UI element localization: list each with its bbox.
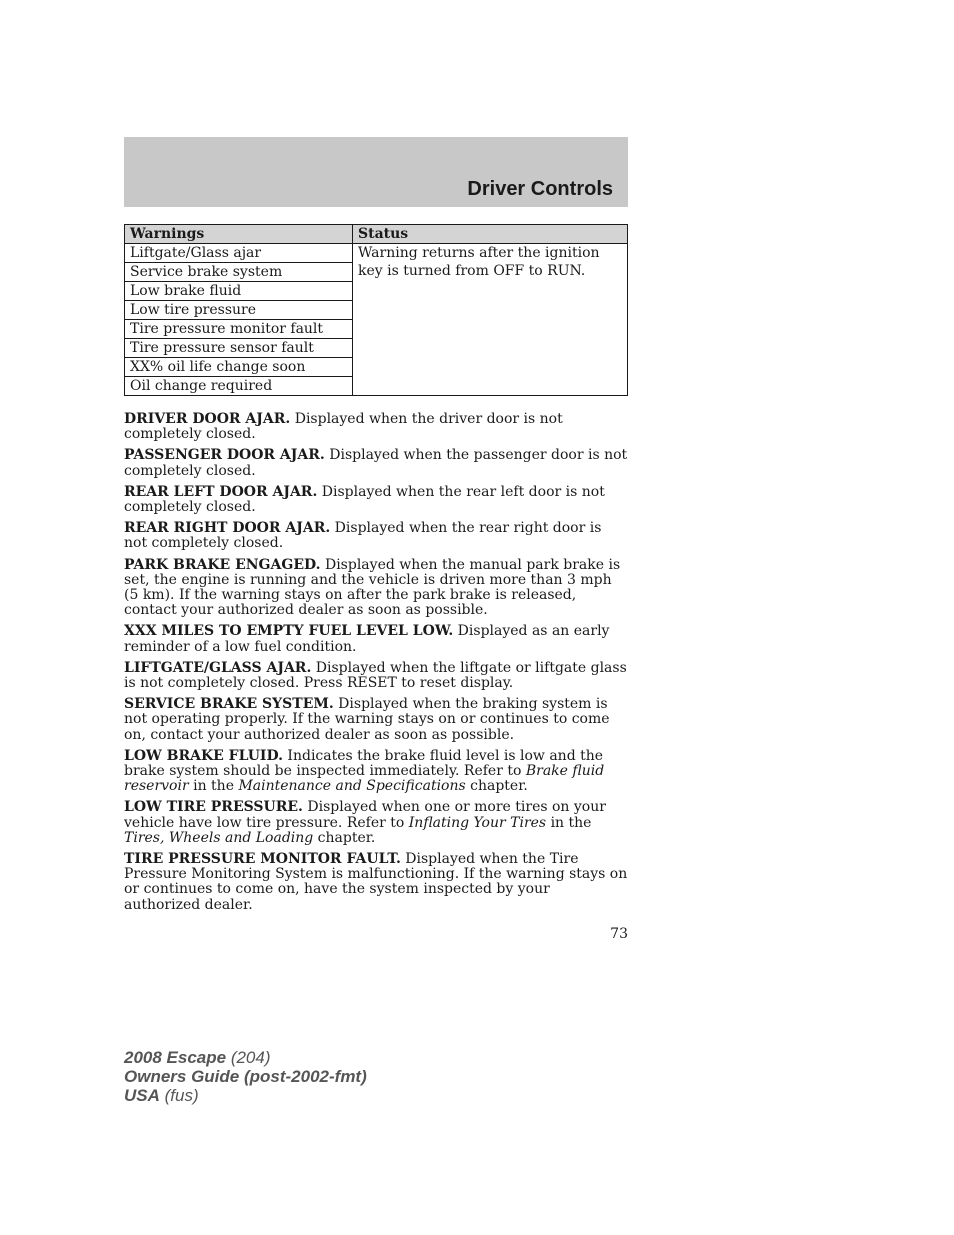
description: in the bbox=[546, 814, 592, 831]
description: Displayed as an early reminder of a low fuel condition. bbox=[124, 623, 610, 655]
status-cell: Warning returns after the ignition key is turned from OFF to RUN. bbox=[353, 244, 628, 396]
chapter-reference: Maintenance and Specifications bbox=[238, 778, 466, 795]
body-text bbox=[124, 412, 628, 919]
warning-cell: XX% oil life change soon bbox=[125, 358, 353, 377]
status-column-header: Status bbox=[353, 225, 628, 244]
footer-line-model bbox=[124, 1048, 367, 1067]
chapter-reference: Brake fluid reservoir bbox=[124, 763, 605, 795]
description: Displayed when the braking system is not operating properly. If the warning stays on or continues to come on, contact your authorized dealer as soon as possible. bbox=[124, 696, 610, 743]
term: XXX MILES TO EMPTY FUEL LEVEL LOW. bbox=[124, 623, 454, 640]
paragraph-driver-door-ajar bbox=[124, 412, 628, 442]
term: LIFTGATE/GLASS AJAR. bbox=[124, 659, 312, 676]
footer-guide: Owners Guide (post-2002-fmt) bbox=[124, 1067, 367, 1086]
table-row bbox=[125, 244, 628, 263]
term: PASSENGER DOOR AJAR. bbox=[124, 447, 325, 464]
warnings-table bbox=[124, 224, 628, 396]
term: REAR LEFT DOOR AJAR. bbox=[124, 483, 318, 500]
description: Displayed when the rear right door is not completely closed. bbox=[124, 520, 602, 552]
footer bbox=[124, 1048, 367, 1105]
term: REAR RIGHT DOOR AJAR. bbox=[124, 520, 331, 537]
description: Displayed when the Tire Pressure Monitoring System is malfunctioning. If the warning stays on or continues to come on, have the system inspected by your authorized dealer. bbox=[124, 851, 628, 913]
footer-model-code: (204) bbox=[226, 1048, 271, 1067]
table-header-row bbox=[125, 225, 628, 244]
term: DRIVER DOOR AJAR. bbox=[124, 411, 291, 427]
term: SERVICE BRAKE SYSTEM. bbox=[124, 696, 334, 713]
paragraph-liftgate-glass-ajar bbox=[124, 661, 628, 691]
warning-cell: Tire pressure monitor fault bbox=[125, 320, 353, 339]
description: chapter. bbox=[465, 778, 528, 795]
paragraph-rear-left-door-ajar bbox=[124, 485, 628, 515]
description: Indicates the brake fluid level is low and the brake system should be inspected immediately. Refer to bbox=[124, 747, 604, 780]
footer-line-market bbox=[124, 1086, 367, 1105]
section-header-band bbox=[124, 137, 628, 207]
description: in the bbox=[188, 778, 239, 795]
term: LOW BRAKE FLUID. bbox=[124, 747, 283, 764]
page-number: 73 bbox=[610, 926, 628, 942]
paragraph-passenger-door-ajar bbox=[124, 448, 628, 478]
description: Displayed when the liftgate or liftgate glass is not completely closed. Press RESET to reset display. bbox=[124, 659, 627, 692]
warning-cell: Low tire pressure bbox=[125, 301, 353, 320]
section-title: Driver Controls bbox=[467, 178, 613, 200]
warning-cell: Service brake system bbox=[125, 263, 353, 282]
paragraph-service-brake-system bbox=[124, 697, 628, 743]
warning-cell: Low brake fluid bbox=[125, 282, 353, 301]
paragraph-tire-pressure-monitor-fault bbox=[124, 852, 628, 913]
footer-market-code: (fus) bbox=[159, 1086, 199, 1105]
description: Displayed when the manual park brake is set, the engine is running and the vehicle is driven more than 3 mph (5 km). If the warning stays on after the park brake is released, contact your authorized dealer as soon as possible. bbox=[124, 556, 621, 619]
warning-cell: Liftgate/Glass ajar bbox=[125, 244, 353, 263]
chapter-reference: Inflating Your Tires bbox=[408, 814, 547, 831]
paragraph-park-brake-engaged bbox=[124, 558, 628, 619]
description: chapter. bbox=[313, 829, 376, 846]
warning-cell: Oil change required bbox=[125, 377, 353, 396]
warning-cell: Tire pressure sensor fault bbox=[125, 339, 353, 358]
paragraph-low-brake-fluid bbox=[124, 749, 628, 795]
term: LOW TIRE PRESSURE. bbox=[124, 799, 303, 816]
paragraph-low-tire-pressure bbox=[124, 800, 628, 846]
chapter-reference: Tires, Wheels and Loading bbox=[124, 829, 314, 846]
term: TIRE PRESSURE MONITOR FAULT. bbox=[124, 851, 401, 868]
footer-model: 2008 Escape bbox=[124, 1048, 227, 1067]
description: Displayed when the driver door is not completely closed. bbox=[124, 411, 563, 443]
description: Displayed when the rear left door is not completely closed. bbox=[124, 483, 605, 516]
warnings-column-header: Warnings bbox=[125, 225, 353, 244]
footer-line-guide bbox=[124, 1067, 367, 1086]
term: PARK BRAKE ENGAGED. bbox=[124, 556, 321, 573]
paragraph-rear-right-door-ajar bbox=[124, 521, 628, 551]
description: Displayed when the passenger door is not completely closed. bbox=[124, 447, 628, 479]
paragraph-miles-to-empty bbox=[124, 624, 628, 654]
footer-market: USA bbox=[124, 1086, 160, 1105]
description: Displayed when one or more tires on your vehicle have low tire pressure. Refer to bbox=[124, 799, 606, 831]
